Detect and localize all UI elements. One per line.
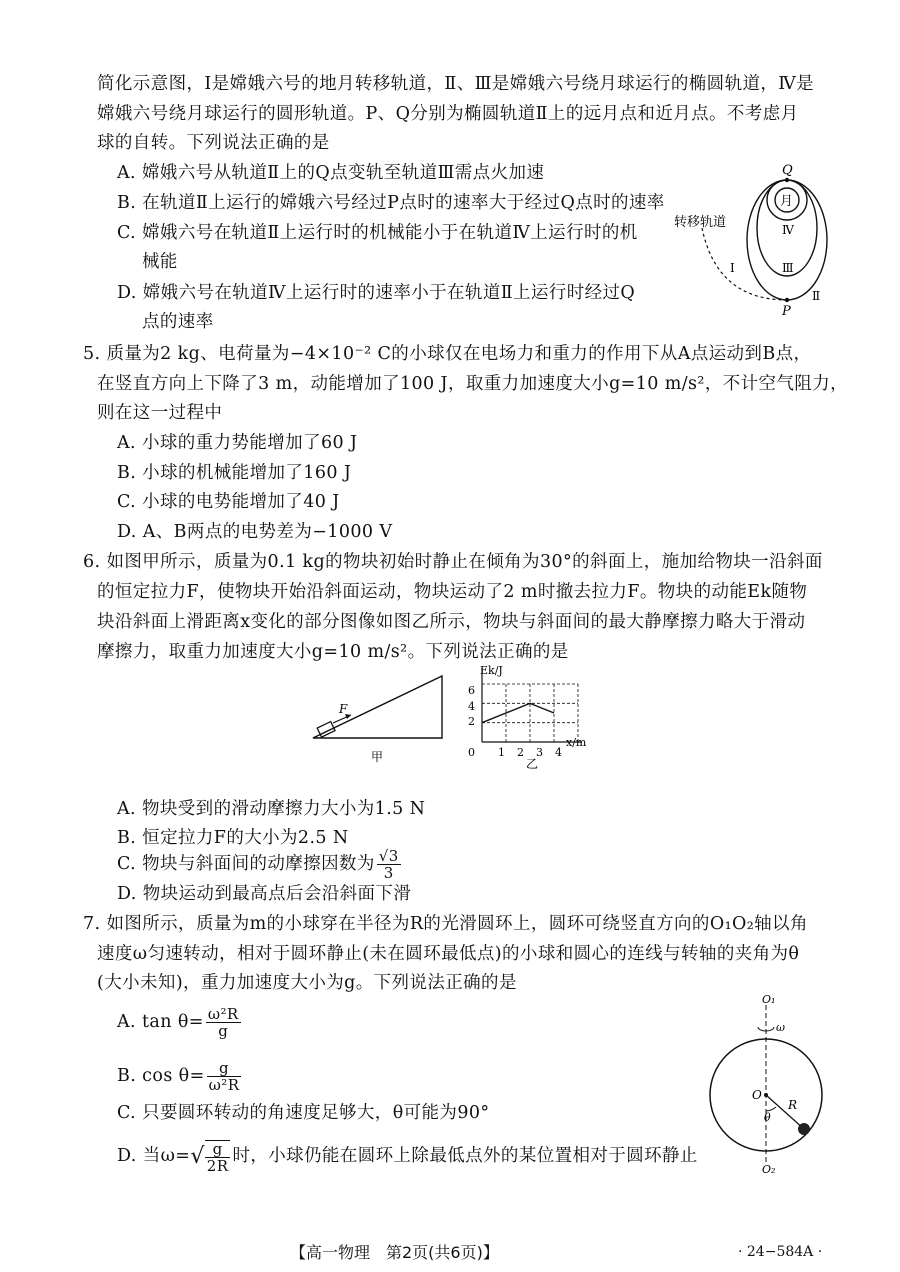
q7-option-a-fraction bbox=[206, 1006, 241, 1039]
ek-x-chart bbox=[462, 662, 607, 770]
orbit-label-p: P bbox=[782, 304, 791, 319]
q7-option-d bbox=[117, 1138, 698, 1175]
label-o1: O₁ bbox=[762, 995, 776, 1006]
orbit-label-i: Ⅰ bbox=[730, 261, 735, 275]
orbit-label-transfer: 转移轨道 bbox=[674, 215, 727, 230]
q6-option-c-fraction bbox=[377, 848, 401, 881]
y-tick-4: 4 bbox=[468, 700, 475, 713]
q5-option-d: D. A、B两点的电势差为−1000 V bbox=[117, 522, 393, 542]
q6-option-d: D. 物块运动到最高点后会沿斜面下滑 bbox=[117, 884, 412, 904]
q7-option-d-tail: 时，小球仍能在圆环上除最低点外的某位置相对于圆环静止 bbox=[232, 1146, 698, 1166]
q4-option-b: B. 在轨道Ⅱ上运行的嫦娥六号经过P点时的速率大于经过Q点时的速率 bbox=[117, 193, 665, 213]
q6-line-2: 的恒定拉力F，使物块开始沿斜面运动，物块运动了2 m时撤去拉力F。物块的动能Ek随物 bbox=[97, 582, 808, 602]
fraction-numerator: ω²R bbox=[207, 1005, 239, 1023]
label-o: O bbox=[752, 1088, 762, 1102]
orbit-label-ii: Ⅱ bbox=[812, 289, 821, 303]
q7-line-2: 速度ω匀速转动，相对于圆环静止(未在圆环最低点)的小球和圆心的连线与转轴的夹角为θ bbox=[97, 944, 800, 964]
incline-figure bbox=[305, 668, 455, 768]
x-tick-0: 0 bbox=[468, 746, 475, 759]
q4-option-c-line1: C. 嫦娥六号在轨道Ⅱ上运行时的机械能小于在轨道Ⅳ上运行时的机 bbox=[117, 223, 638, 243]
label-r: R bbox=[788, 1098, 798, 1112]
y-tick-2: 2 bbox=[468, 715, 475, 728]
q5-option-b: B. 小球的机械能增加了160 J bbox=[117, 463, 352, 483]
q4-line-3: 球的自转。下列说法正确的是 bbox=[97, 133, 330, 153]
q4-option-a: A. 嫦娥六号从轨道Ⅱ上的Q点变轨至轨道Ⅲ需点火加速 bbox=[117, 163, 545, 183]
y-tick-6: 6 bbox=[468, 684, 475, 697]
fraction-numerator: g bbox=[207, 1060, 242, 1077]
q7-line-1: 7. 如图所示，质量为m的小球穿在半径为R的光滑圆环上，圆环可绕竖直方向的O₁O₂轴以角 bbox=[83, 914, 808, 934]
q4-option-d-line1: D. 嫦娥六号在轨道Ⅳ上运行时的速率小于在轨道Ⅱ上运行时经过Q bbox=[117, 283, 636, 303]
q6-line-1: 6. 如图甲所示，质量为0.1 kg的物块初始时静止在倾角为30°的斜面上，施加给物块一沿斜面 bbox=[83, 552, 823, 572]
x-tick-2: 2 bbox=[517, 746, 524, 759]
x-axis-label: x/m bbox=[566, 736, 587, 749]
label-theta: θ bbox=[764, 1111, 771, 1124]
q6-option-a: A. 物块受到的滑动摩擦力大小为1.5 N bbox=[117, 799, 426, 819]
q5-option-a: A. 小球的重力势能增加了60 J bbox=[117, 433, 358, 453]
q5-line-2: 在竖直方向上下降了3 m，动能增加了100 J，取重力加速度大小g=10 m/s²，不计空气阻力， bbox=[97, 374, 849, 394]
fraction-denominator: g bbox=[218, 1022, 229, 1040]
q4-option-c-line2: 械能 bbox=[142, 252, 178, 272]
q6-option-c-text: C. 物块与斜面间的动摩擦因数为 bbox=[117, 854, 375, 874]
orbit-label-q: Q bbox=[782, 163, 793, 178]
fraction-denominator: ω²R bbox=[208, 1076, 240, 1094]
x-tick-4: 4 bbox=[555, 746, 562, 759]
sqrt-fraction bbox=[205, 1140, 231, 1174]
series-line-0 bbox=[482, 703, 554, 722]
label-omega: ω bbox=[776, 1021, 785, 1034]
q4-line-1: 简化示意图，Ⅰ是嫦娥六号的地月转移轨道，Ⅱ、Ⅲ是嫦娥六号绕月球运行的椭圆轨道，Ⅳ是 bbox=[97, 74, 815, 94]
figure-jia-label: 甲 bbox=[371, 750, 384, 764]
q5-line-1: 5. 质量为2 kg、电荷量为−4×10⁻² C的小球仅在电场力和重力的作用下从A点运动到B点， bbox=[83, 344, 812, 364]
q6-line-4: 摩擦力，取重力加速度大小g=10 m/s²。下列说法正确的是 bbox=[97, 642, 569, 662]
q5-option-c: C. 小球的电势能增加了40 J bbox=[117, 492, 340, 512]
q7-line-3: (大小未知)，重力加速度大小为g。下列说法正确的是 bbox=[97, 973, 517, 993]
x-tick-3: 3 bbox=[536, 746, 543, 759]
orbit-label-iv: Ⅳ bbox=[782, 223, 794, 237]
chart-grid bbox=[482, 684, 578, 742]
figure-yi-label: 乙 bbox=[526, 757, 539, 770]
x-tick-1: 1 bbox=[498, 746, 505, 759]
q7-option-a bbox=[117, 1004, 243, 1040]
orbit-label-iii: Ⅲ bbox=[782, 261, 794, 275]
incline-label-f: F bbox=[339, 702, 348, 716]
q6-option-b: B. 恒定拉力F的大小为2.5 N bbox=[117, 828, 349, 848]
q7-option-d-text: D. 当ω= bbox=[117, 1146, 191, 1166]
page-footer: 【高一物理 第2页(共6页)】 bbox=[290, 1243, 499, 1262]
q7-option-b bbox=[117, 1058, 243, 1094]
sqrt-sign: √ bbox=[190, 1144, 205, 1169]
q7-option-b-fraction bbox=[207, 1060, 242, 1093]
rotating-ring-figure bbox=[700, 995, 840, 1175]
page-code: · 24−584A · bbox=[738, 1244, 823, 1260]
q7-option-a-text: A. tan θ= bbox=[117, 1012, 204, 1032]
fraction-numerator: g bbox=[205, 1141, 231, 1158]
orbit-diagram bbox=[672, 160, 842, 320]
q4-line-2: 嫦娥六号绕月球运行的圆形轨道。P、Q分别为椭圆轨道Ⅱ上的远月点和近月点。不考虑月 bbox=[97, 104, 799, 124]
y-axis-label: Ek/J bbox=[480, 664, 503, 677]
orbit-label-moon: 月 bbox=[780, 194, 794, 209]
q7-option-b-text: B. cos θ= bbox=[117, 1066, 205, 1086]
q4-option-d-line2: 点的速率 bbox=[142, 312, 214, 332]
q6-line-3: 块沿斜面上滑距离x变化的部分图像如图乙所示，物块与斜面间的最大静摩擦力略大于滑动 bbox=[97, 612, 806, 632]
q7-option-c: C. 只要圆环转动的角速度足够大，θ可能为90° bbox=[117, 1103, 490, 1123]
fraction-numerator: √3 bbox=[378, 847, 399, 865]
q6-option-c bbox=[117, 846, 403, 882]
fraction-denominator: 3 bbox=[383, 864, 394, 882]
sqrt-expression bbox=[190, 1139, 232, 1175]
q5-line-3: 则在这一过程中 bbox=[97, 403, 223, 423]
label-o2: O₂ bbox=[762, 1163, 776, 1175]
fraction-denominator: 2R bbox=[206, 1157, 229, 1175]
